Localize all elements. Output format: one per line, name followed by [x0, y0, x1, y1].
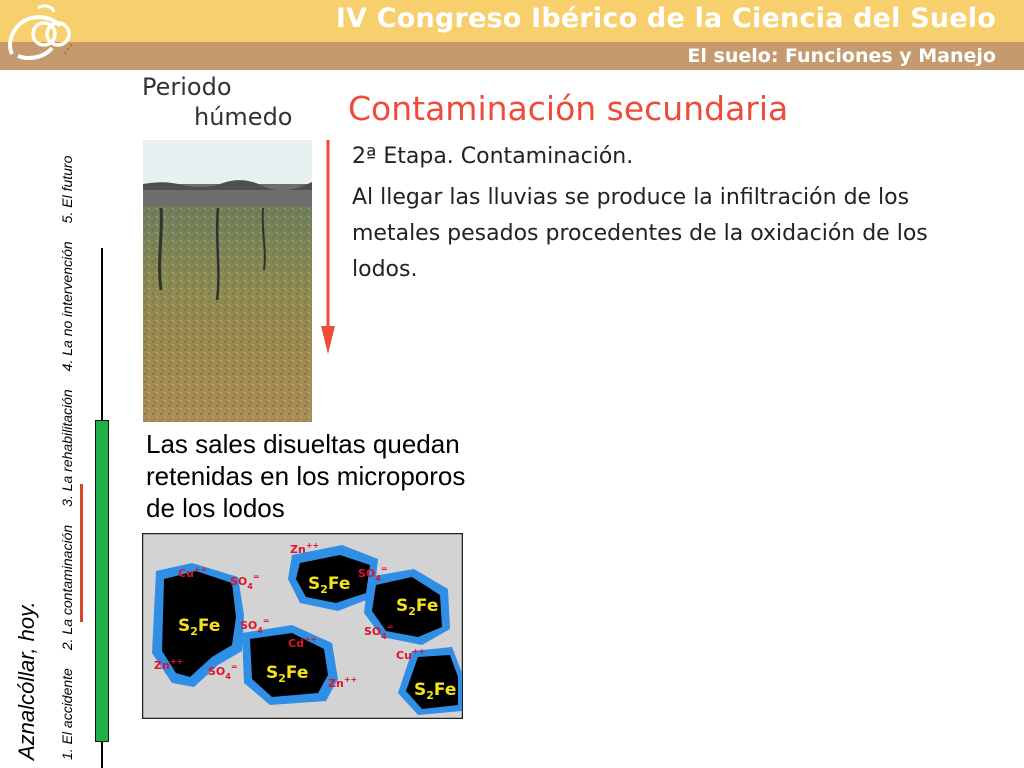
slide-title: Contaminación secundaria: [348, 89, 789, 128]
ion-zn-3: Zn++: [328, 675, 358, 690]
conference-subtitle: El suelo: Funciones y Manejo: [687, 45, 996, 67]
ion-so4-5: $SO_4^=$: [208, 662, 238, 681]
soil-period-label: [142, 72, 292, 132]
ion-cu-2: Cu++: [396, 647, 426, 662]
salts-caption: Las sales disueltas quedan retenidas en los microporos de los lodos: [146, 429, 466, 523]
section-title: Aznalcóllar, hoy.: [14, 601, 39, 760]
nav-item-rehabilitacion[interactable]: 3. La rehabilitación: [59, 389, 75, 507]
particle-label-3: $S_2Fe$: [308, 574, 351, 596]
particle-label-4: $S_2Fe$: [396, 596, 439, 618]
progress-bar: [95, 420, 109, 742]
ion-zn-2: Zn++: [154, 657, 184, 672]
nav-item-contaminacion[interactable]: 2. La contaminación: [59, 524, 75, 651]
ion-so4-3: $SO_4^=$: [240, 616, 270, 635]
period-label-line2: húmedo: [194, 103, 293, 131]
ion-so4-4: $SO_4^=$: [364, 622, 394, 641]
vertical-nav: [55, 60, 79, 760]
ion-cd: Cd++: [288, 635, 318, 650]
nav-item-accidente[interactable]: 1. El accidente: [59, 668, 75, 760]
nav-item-futuro[interactable]: 5. El futuro: [59, 155, 75, 224]
period-label-line1: Periodo: [142, 73, 232, 101]
active-indicator-line: [80, 484, 83, 622]
soil-profile-image: [143, 140, 312, 422]
ion-zn-1: Zn++: [290, 541, 320, 556]
micropore-diagram: [142, 533, 463, 719]
particle-label-1: $S_2Fe$: [178, 616, 221, 638]
infiltration-arrow-icon: [320, 140, 336, 356]
nav-item-no-intervencion[interactable]: 4. La no intervención: [59, 241, 75, 372]
conference-logo-icon: [4, 2, 76, 68]
ion-so4-1: $SO_4^=$: [230, 572, 260, 591]
ion-so4-2: $SO_4^=$: [358, 564, 388, 583]
conference-title: IV Congreso Ibérico de la Ciencia del Suelo: [335, 3, 996, 34]
particle-label-2: $S_2Fe$: [266, 663, 309, 685]
ion-cu-1: Cu++: [178, 565, 208, 580]
stage-heading: 2ª Etapa. Contaminación.: [352, 144, 634, 169]
body-paragraph: Al llegar las lluvias se produce la infiltración de los metales pesados procedentes de la oxidación de los lodos.: [352, 185, 928, 282]
particle-label-5: $S_2Fe$: [414, 680, 457, 702]
